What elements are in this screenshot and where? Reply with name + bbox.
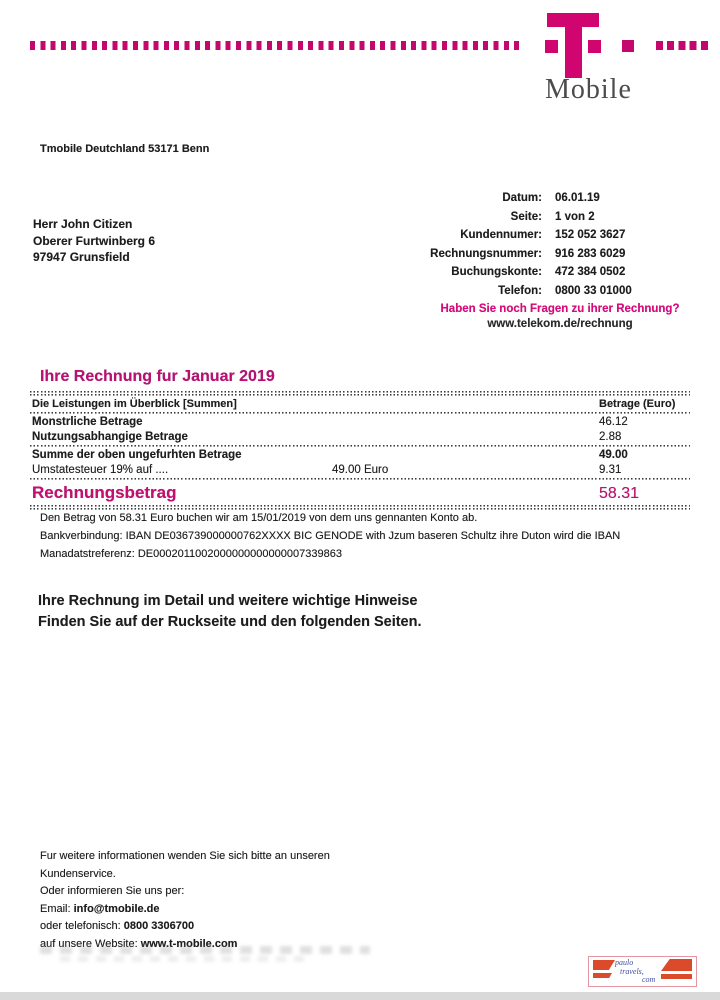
recipient-street: Oberer Furtwinberg 6 xyxy=(33,233,156,248)
meta-label: Telefon: xyxy=(498,284,542,297)
row-label: Summe der oben ungefurhten Betrage xyxy=(32,449,242,461)
payment-line-debit: Den Betrag von 58.31 Euro buchen wir am 15/01/2019 von dem uns gennanten Konto ab. xyxy=(40,512,478,524)
meta-label: Kundennumer: xyxy=(460,229,542,241)
t-logo-stem xyxy=(565,13,582,78)
invoice-title: Ihre Rechnung fur Januar 2019 xyxy=(40,368,275,385)
watermark-stripe-icon xyxy=(593,973,612,978)
recipient-city: 97947 Grunsfield xyxy=(33,250,130,264)
meta-row-buchungskonto xyxy=(380,263,670,282)
brand-dot-single xyxy=(622,40,634,52)
watermark-text: com xyxy=(642,975,656,984)
row-value: 46.12 xyxy=(599,416,628,428)
meta-value: 06.01.19 xyxy=(555,192,600,204)
phone-label: oder telefonisch: xyxy=(40,920,124,933)
watermark-stripe-icon xyxy=(593,960,615,970)
meta-label: Seite: xyxy=(510,210,542,223)
meta-value: 916 283 6029 xyxy=(555,247,626,260)
recipient-address xyxy=(33,216,155,266)
total-row xyxy=(30,480,690,505)
table-row xyxy=(30,414,690,429)
brand-dotted-line-right xyxy=(656,41,711,50)
footer-line1: Fur weitere informationen wenden Sie sich bitte an unseren xyxy=(40,850,330,862)
detail-note-line2: Finden Sie auf der Ruckseite und den folgenden Seiten. xyxy=(38,613,422,630)
footer-line-email xyxy=(40,901,330,919)
table-row xyxy=(30,429,690,444)
table-row-tax xyxy=(30,462,690,477)
meta-value: 152 052 3627 xyxy=(555,229,626,241)
scan-bottom-edge xyxy=(0,992,720,1000)
payment-line-mandate: Manadatstreferenz: DE0002011002000000000000007339863 xyxy=(40,547,342,560)
watermark-stripe-icon xyxy=(661,974,692,979)
watermark-text: paulo xyxy=(615,958,634,967)
meta-value: 1 von 2 xyxy=(555,210,595,223)
meta-row-telefon xyxy=(380,282,670,301)
watermark-text: travels, xyxy=(620,967,644,976)
row-label: Nutzungsabhangige Betrage xyxy=(32,431,188,443)
watermark-stripe-icon xyxy=(661,959,692,971)
meta-row-kundennummer xyxy=(380,226,670,245)
recipient-name: Herr John Citizen xyxy=(33,217,133,231)
watermark-logo xyxy=(588,956,697,987)
website-url: www.t-mobile.com xyxy=(140,937,238,950)
table-header-left: Die Leistungen im Überblick [Summen] xyxy=(32,398,237,410)
footer-line2: Kundenservice. xyxy=(40,867,116,880)
phone-number: 0800 3306700 xyxy=(123,920,195,933)
faq-url: www.telekom.de/rechnung xyxy=(487,318,633,330)
email-address: info@tmobile.de xyxy=(73,902,160,915)
brand-wordmark: Mobile xyxy=(545,74,632,105)
table-row-subtotal xyxy=(30,447,690,462)
scan-bleed-artifact xyxy=(40,946,370,954)
meta-row-rechnungsnummer xyxy=(380,245,670,264)
meta-value: 0800 33 01000 xyxy=(555,284,632,297)
sender-line: Tmobile Deutchland 53171 Benn xyxy=(40,143,210,155)
row-label: Monstrliche Betrage xyxy=(32,416,143,428)
scan-bleed-artifact xyxy=(60,956,310,962)
row-value: 9.31 xyxy=(599,464,622,476)
invoice-meta xyxy=(380,189,670,300)
table-header-right: Betrage (Euro) xyxy=(599,398,676,410)
detail-note xyxy=(38,591,422,632)
t-logo-square-left xyxy=(545,40,558,53)
footer-contact xyxy=(40,848,330,954)
row-value: 49.00 xyxy=(599,449,628,461)
row-value: 2.88 xyxy=(599,431,622,443)
faq-block xyxy=(424,303,696,330)
payment-info xyxy=(40,510,690,563)
website-label: auf unsere Website: xyxy=(40,937,141,950)
meta-label: Datum: xyxy=(502,192,542,204)
meta-row-datum xyxy=(380,189,670,208)
meta-row-seite xyxy=(380,208,670,227)
total-label: Rechnungsbetrag xyxy=(32,483,177,502)
table-header-row xyxy=(30,396,690,411)
email-label: Email: xyxy=(40,902,74,915)
meta-value: 472 384 0502 xyxy=(555,266,626,278)
footer-line3: Oder informieren Sie uns per: xyxy=(40,885,185,898)
row-label: Umstatesteuer 19% auf .... xyxy=(32,464,169,476)
meta-label: Rechnungsnummer: xyxy=(430,247,542,260)
total-value: 58.31 xyxy=(599,485,640,502)
faq-question: Haben Sie noch Fragen zu ihrer Rechnung? xyxy=(440,303,680,315)
summary-table xyxy=(30,391,690,510)
meta-label: Buchungskonte: xyxy=(451,266,542,278)
detail-note-line1: Ihre Rechnung im Detail und weitere wichtige Hinweise xyxy=(38,593,418,609)
payment-line-bank: Bankverbindung: IBAN DE036739000000762XXXX BIC GENODE with Jzum baseren Schultz ihre Duton wird die IBAN xyxy=(40,529,621,542)
brand-dotted-line-left xyxy=(30,41,521,50)
t-logo-square-right xyxy=(588,40,601,53)
footer-line-phone xyxy=(40,918,330,936)
row-mid: 49.00 Euro xyxy=(332,464,389,476)
